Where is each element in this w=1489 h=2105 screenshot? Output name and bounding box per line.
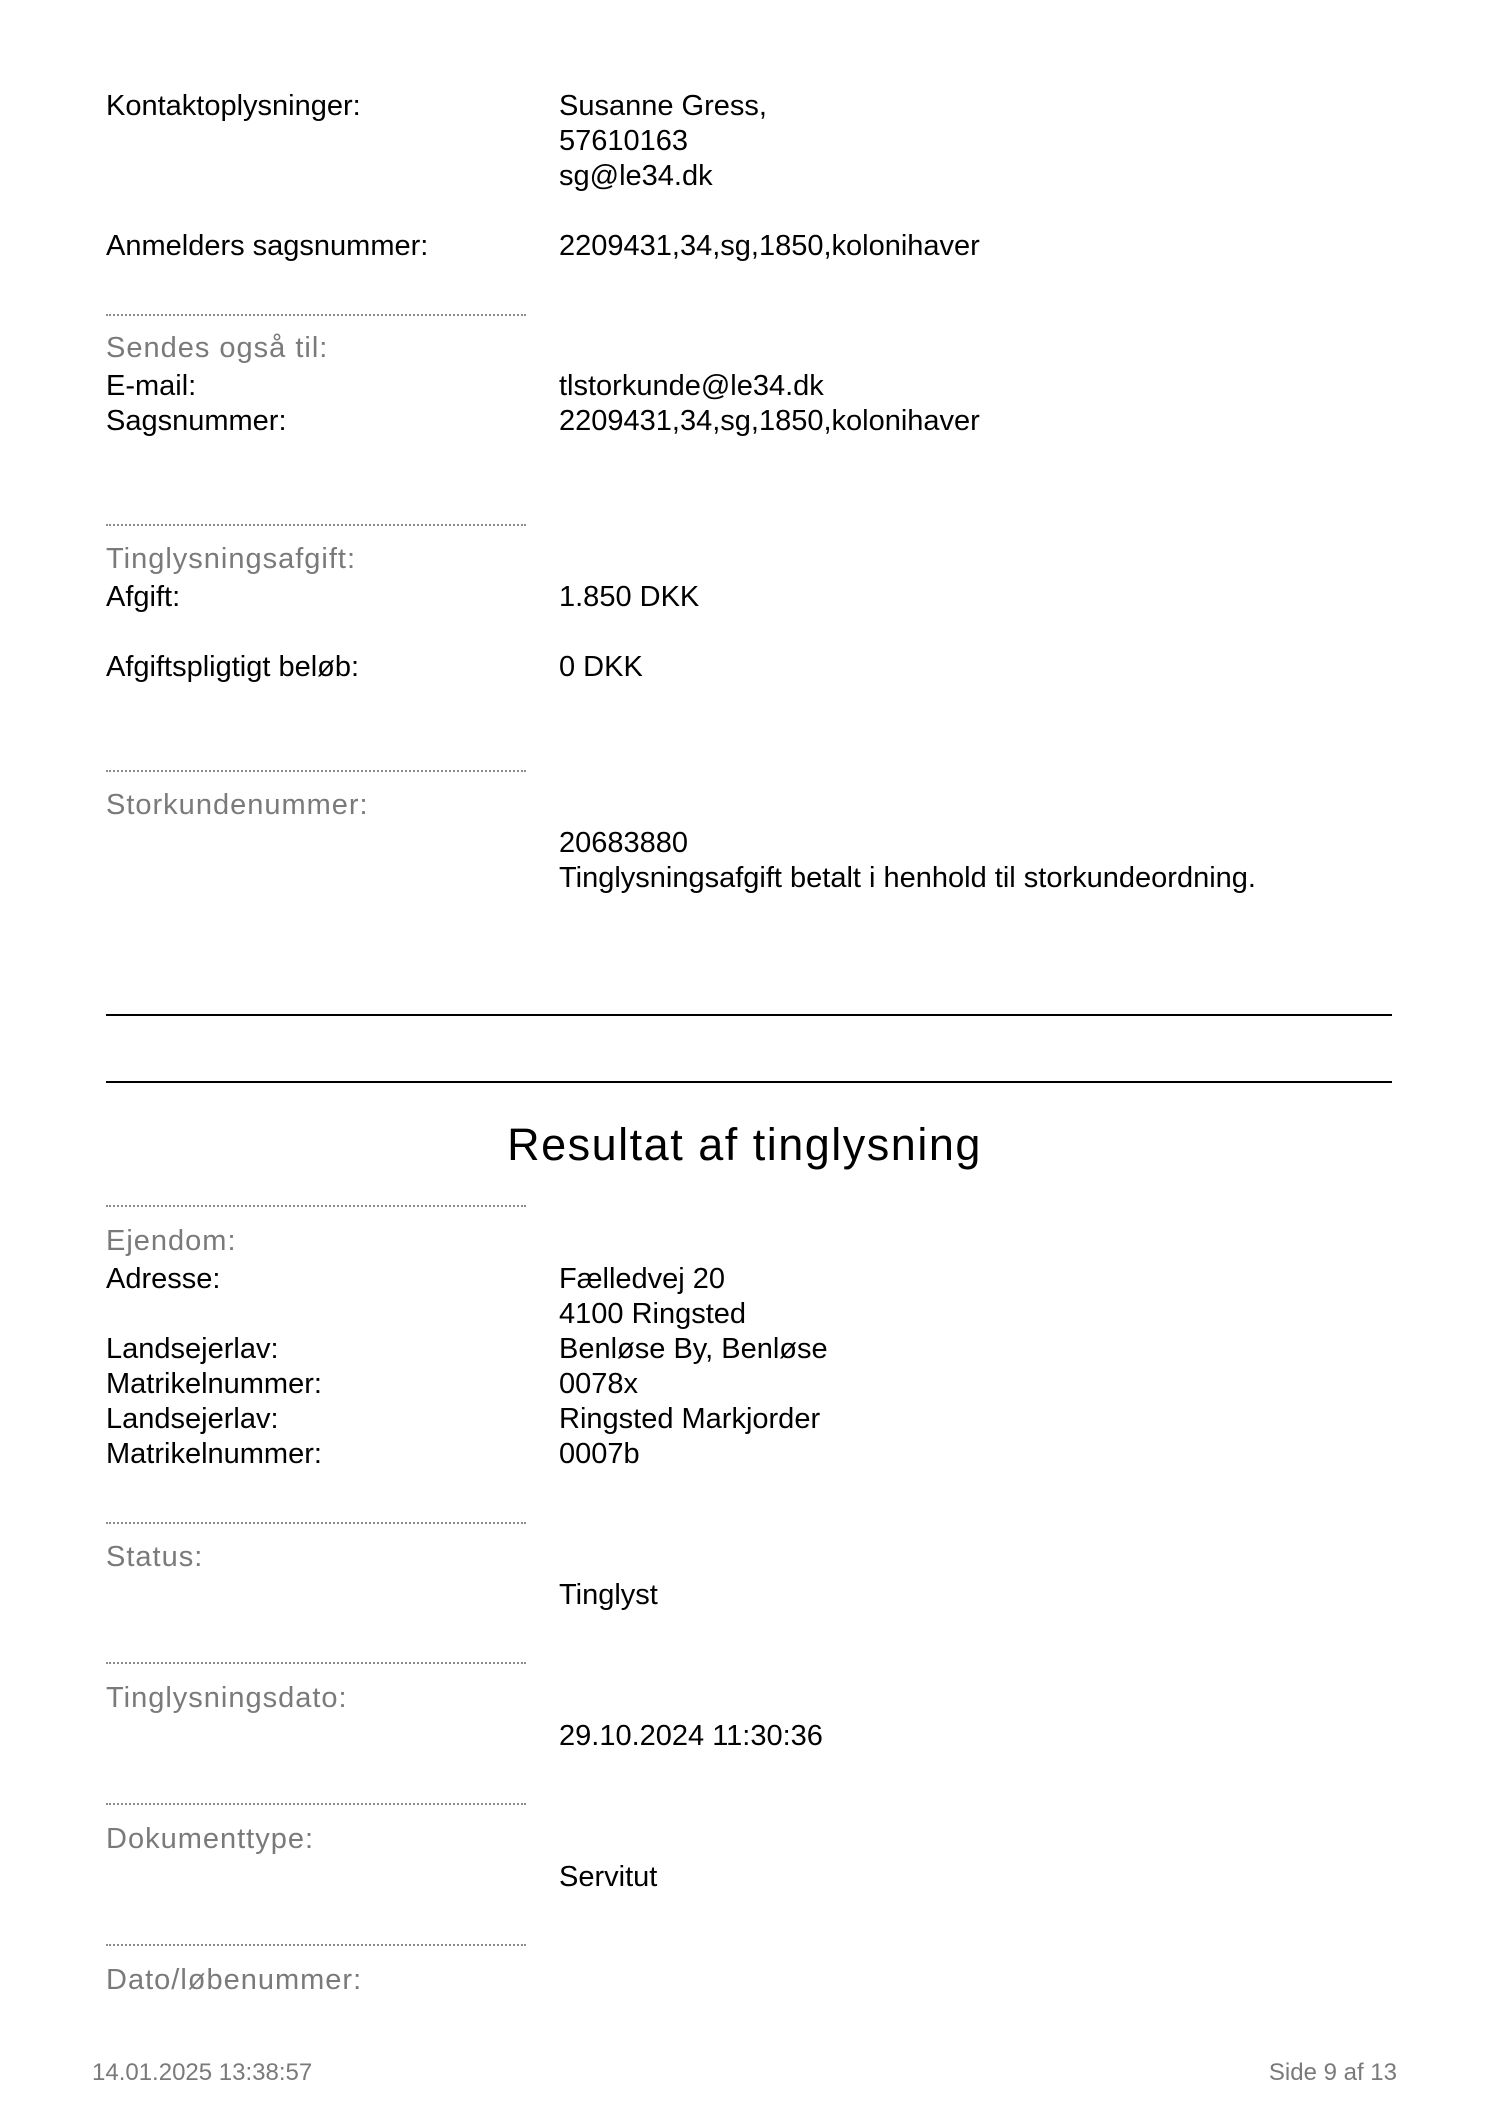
contact-name: Susanne Gress, <box>559 90 767 122</box>
section-divider <box>106 1205 526 1207</box>
parish1-label: Landsejerlav: <box>106 1333 279 1365</box>
footer-timestamp: 14.01.2025 13:38:57 <box>92 2059 313 2086</box>
serial-number-heading: Dato/løbenummer: <box>106 1964 363 1996</box>
status-value: Tinglyst <box>559 1579 658 1611</box>
section-divider <box>106 1803 526 1805</box>
parish2-value: Ringsted Markjorder <box>559 1403 821 1435</box>
address-line1: Fælledvej 20 <box>559 1263 726 1295</box>
fee-heading: Tinglysningsafgift: <box>106 543 357 575</box>
case-number-value: 2209431,34,sg,1850,kolonihaver <box>559 230 980 262</box>
status-heading: Status: <box>106 1541 204 1573</box>
also-sent-case-value: 2209431,34,sg,1850,kolonihaver <box>559 405 980 437</box>
customer-number-note: Tinglysningsafgift betalt i henhold til storkundeordning. <box>559 862 1256 894</box>
address-label: Adresse: <box>106 1263 221 1295</box>
document-type-value: Servitut <box>559 1861 658 1893</box>
contact-email: sg@le34.dk <box>559 160 713 192</box>
registration-date-value: 29.10.2024 11:30:36 <box>559 1720 823 1752</box>
contact-label: Kontaktoplysninger: <box>106 90 361 122</box>
case-number-label: Anmelders sagsnummer: <box>106 230 429 262</box>
section-divider <box>106 314 526 316</box>
lot2-label: Matrikelnummer: <box>106 1438 322 1470</box>
fee-label: Afgift: <box>106 581 181 613</box>
property-heading: Ejendom: <box>106 1225 237 1257</box>
customer-number-value: 20683880 <box>559 827 689 859</box>
document-type-heading: Dokumenttype: <box>106 1823 315 1855</box>
footer-page-number: Side 9 af 13 <box>1268 2059 1397 2086</box>
horizontal-rule <box>106 1081 1392 1083</box>
section-divider <box>106 524 526 526</box>
section-divider <box>106 1522 526 1524</box>
also-sent-case-label: Sagsnummer: <box>106 405 287 437</box>
customer-number-heading: Storkundenummer: <box>106 789 369 821</box>
lot1-value: 0078x <box>559 1368 639 1400</box>
taxable-amount-label: Afgiftspligtigt beløb: <box>106 651 360 683</box>
also-sent-heading: Sendes også til: <box>106 332 329 364</box>
also-sent-email-label: E-mail: <box>106 370 197 402</box>
horizontal-rule <box>106 1014 1392 1016</box>
taxable-amount-value: 0 DKK <box>559 651 643 683</box>
section-divider <box>106 1944 526 1946</box>
section-divider <box>106 1662 526 1664</box>
address-line2: 4100 Ringsted <box>559 1298 747 1330</box>
contact-phone: 57610163 <box>559 125 689 157</box>
parish2-label: Landsejerlav: <box>106 1403 279 1435</box>
registration-date-heading: Tinglysningsdato: <box>106 1682 348 1714</box>
lot1-label: Matrikelnummer: <box>106 1368 322 1400</box>
parish1-value: Benløse By, Benløse <box>559 1333 828 1365</box>
section-divider <box>106 770 526 772</box>
lot2-value: 0007b <box>559 1438 640 1470</box>
result-title: Resultat af tinglysning <box>507 1119 982 1170</box>
fee-value: 1.850 DKK <box>559 581 700 613</box>
also-sent-email-value: tlstorkunde@le34.dk <box>559 370 824 402</box>
